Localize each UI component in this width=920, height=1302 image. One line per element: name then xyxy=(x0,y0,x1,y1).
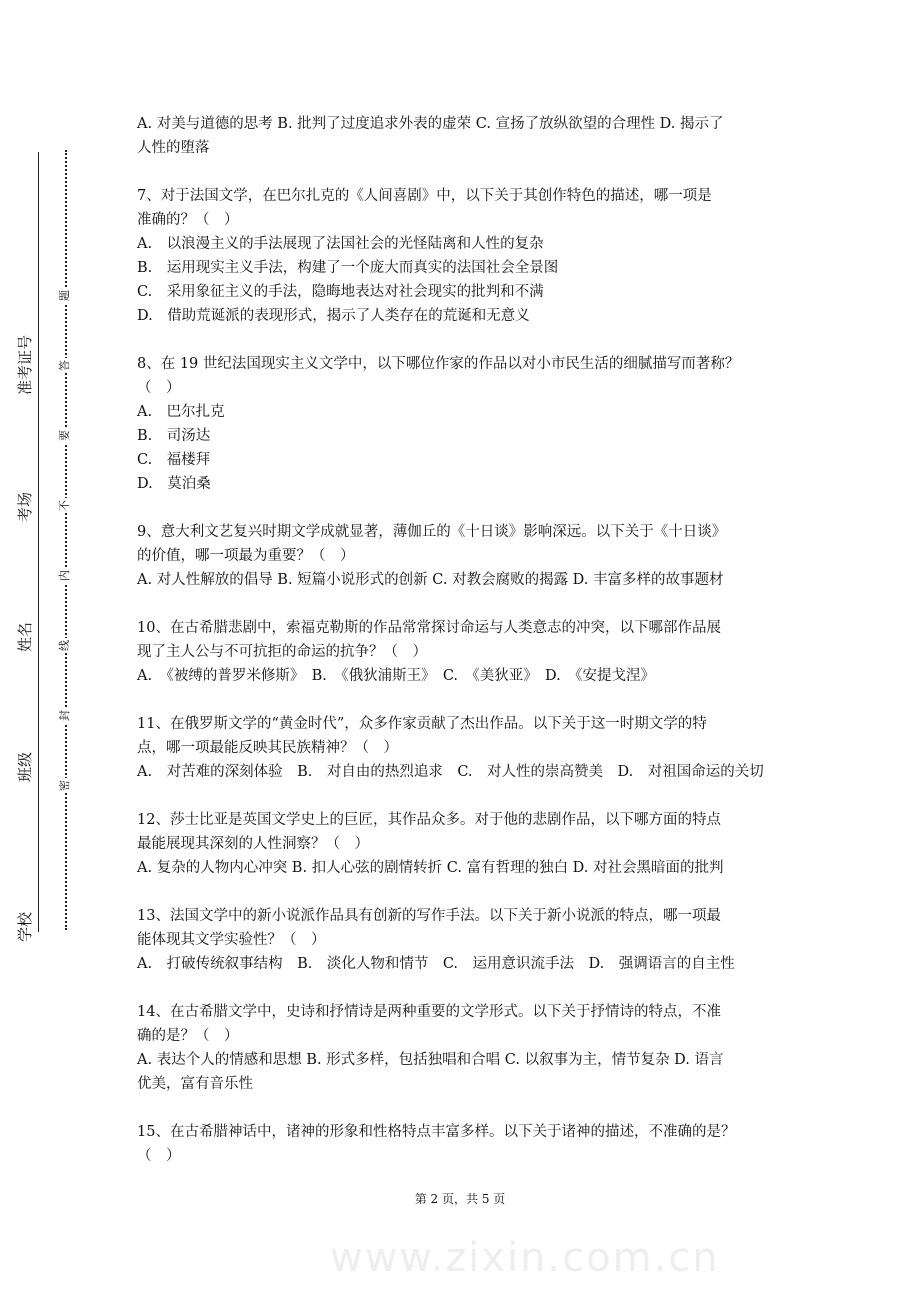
question-line: 准确的？（ ） xyxy=(137,212,239,228)
question-line: B. 司汤达 xyxy=(137,428,211,444)
question-block xyxy=(137,352,787,496)
question-line: D. 莫泊桑 xyxy=(137,476,211,492)
question-list xyxy=(137,112,787,1192)
question-line: 7、对于法国文学，在巴尔扎克的《人间喜剧》中，以下关于其创作特色的描述，哪一项是 xyxy=(137,188,712,204)
question-block xyxy=(137,808,787,880)
question-block xyxy=(137,712,787,784)
question-line: A. 对苦难的深刻体验 B. 对自由的热烈追求 C. 对人性的崇高赞美 D. 对祖国命运的关切 xyxy=(137,764,764,780)
question-line: 13、法国文学中的新小说派作品具有创新的写作手法。以下关于新小说派的特点，哪一项最 xyxy=(137,908,721,924)
question-line: 点，哪一项最能反映其民族精神？（ ） xyxy=(137,740,398,756)
question-block xyxy=(137,520,787,592)
question-line: 15、在古希腊神话中，诸神的形象和性格特点丰富多样。以下关于诸神的描述，不准确的是？ xyxy=(137,1124,736,1140)
watermark: www.zixin.com.cn xyxy=(330,1235,720,1281)
question-line: 11、在俄罗斯文学的“黄金时代”，众多作家贡献了杰出作品。以下关于这一时期文学的特 xyxy=(137,716,707,732)
question-line: 14、在古希腊文学中，史诗和抒情诗是两种重要的文学形式。以下关于抒情诗的特点，不准 xyxy=(137,1004,721,1020)
question-block xyxy=(137,1120,787,1168)
question-block xyxy=(137,904,787,976)
question-line: B. 运用现实主义手法，构建了一个庞大而真实的法国社会全景图 xyxy=(137,260,559,276)
seal-char: 答 xyxy=(58,360,71,371)
label-exam-number: 准考证号 xyxy=(16,335,34,396)
question-block xyxy=(137,616,787,688)
question-line: D. 借助荒诞派的表现形式，揭示了人类存在的荒诞和无意义 xyxy=(137,308,530,324)
seal-char: 线 xyxy=(58,640,71,651)
label-class: 班级 xyxy=(16,752,34,783)
question-line: （ ） xyxy=(137,1148,181,1164)
question-line: 的价值，哪一项最为重要？（ ） xyxy=(137,548,355,564)
seal-char: 要 xyxy=(58,430,71,441)
question-line: 现了主人公与不可抗拒的命运的抗争？（ ） xyxy=(137,644,427,660)
seal-char: 不 xyxy=(58,500,71,511)
seal-char: 密 xyxy=(58,780,71,791)
question-line: 优美，富有音乐性 xyxy=(137,1076,253,1092)
seal-dotted-line xyxy=(65,150,67,930)
binding-line xyxy=(38,152,39,932)
seal-char: 内 xyxy=(58,570,71,581)
question-block xyxy=(137,112,787,160)
question-line: A. 巴尔扎克 xyxy=(137,404,225,420)
question-line: C. 采用象征主义的手法，隐晦地表达对社会现实的批判和不满 xyxy=(137,284,544,300)
question-line: 最能展现其深刻的人性洞察？（ ） xyxy=(137,836,369,852)
question-line: A. 对人性解放的倡导 B. 短篇小说形式的创新 C. 对教会腐败的揭露 D. 丰富多样的故事题材 xyxy=(137,572,724,588)
label-school: 学校 xyxy=(16,912,34,943)
question-line: A. 复杂的人物内心冲突 B. 扣人心弦的剧情转折 C. 富有哲理的独白 D. 对社会黑暗面的批判 xyxy=(137,860,724,876)
question-line: （ ） xyxy=(137,380,181,396)
question-line: 10、在古希腊悲剧中，索福克勒斯的作品常常探讨命运与人类意志的冲突，以下哪部作品展 xyxy=(137,620,721,636)
question-block xyxy=(137,184,787,328)
question-block xyxy=(137,1000,787,1096)
label-name: 姓名 xyxy=(16,622,34,653)
question-line: A. 对美与道德的思考 B. 批判了过度追求外表的虚荣 C. 宣扬了放纵欲望的合理性 D. 揭示了 xyxy=(137,116,724,132)
question-line: C. 福楼拜 xyxy=(137,452,211,468)
page-footer: 第 2 页，共 5 页 xyxy=(414,1192,506,1206)
question-line: A. 打破传统叙事结构 B. 淡化人物和情节 C. 运用意识流手法 D. 强调语言的自主性 xyxy=(137,956,735,972)
question-line: A. 《被缚的普罗米修斯》 B. 《俄狄浦斯王》 C. 《美狄亚》 D. 《安提戈涅》 xyxy=(137,668,655,684)
question-line: A. 以浪漫主义的手法展现了法国社会的光怪陆离和人性的复杂 xyxy=(137,236,544,252)
question-line: 12、莎士比亚是英国文学史上的巨匠，其作品众多。对于他的悲剧作品，以下哪方面的特点 xyxy=(137,812,721,828)
seal-char: 封 xyxy=(58,710,71,721)
question-line: A. 表达个人的情感和思想 B. 形式多样，包括独唱和合唱 C. 以叙事为主，情节复杂 D. 语言 xyxy=(137,1052,724,1068)
seal-char: 题 xyxy=(58,290,71,301)
question-line: 确的是？（ ） xyxy=(137,1028,239,1044)
question-line: 9、意大利文艺复兴时期文学成就显著，薄伽丘的《十日谈》影响深远。以下关于《十日谈》 xyxy=(137,524,727,540)
question-line: 能体现其文学实验性？（ ） xyxy=(137,932,326,948)
label-exam-room: 考场 xyxy=(16,492,34,523)
question-line: 8、在 19 世纪法国现实主义文学中，以下哪位作家的作品以对小市民生活的细腻描写而著称？ xyxy=(137,356,740,372)
question-line: 人性的堕落 xyxy=(137,140,210,156)
